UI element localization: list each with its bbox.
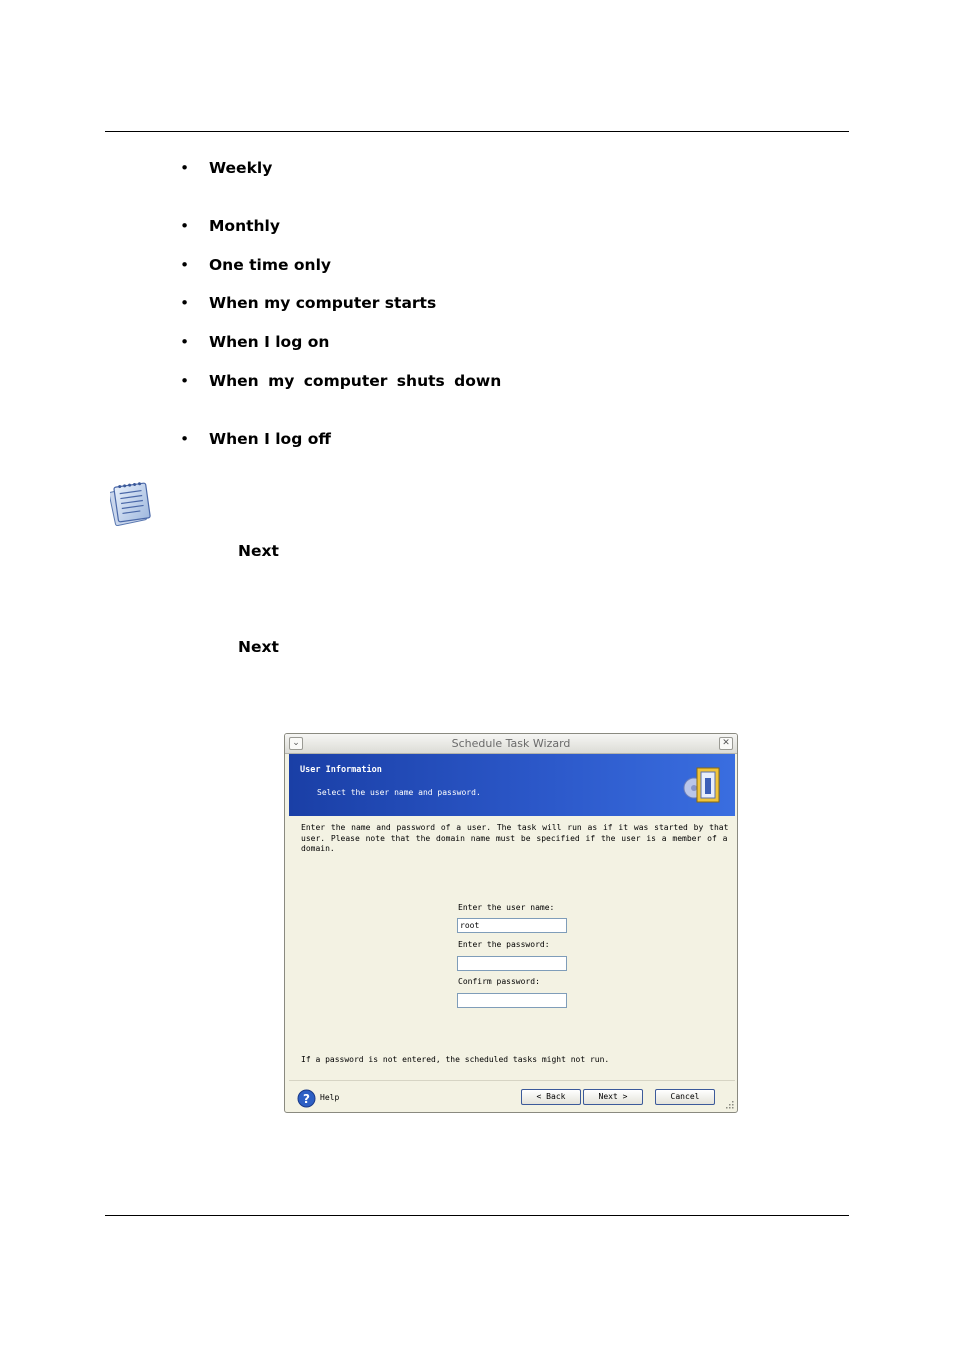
footer-rule	[105, 1215, 849, 1216]
bullet-dot: •	[180, 372, 190, 390]
bullet-dot: •	[180, 333, 190, 351]
username-input[interactable]: root	[457, 918, 567, 933]
resize-grip-icon[interactable]	[725, 1100, 734, 1109]
bullet-label: When my computer shuts down	[209, 372, 502, 390]
bullet-dot: •	[180, 217, 190, 235]
header-title: User Information	[300, 765, 382, 775]
help-icon[interactable]	[297, 1089, 316, 1108]
bullet-dot: •	[180, 159, 190, 177]
help-button[interactable]: Help	[320, 1093, 340, 1102]
bullet-label: When I log off	[209, 430, 331, 448]
bullet-label: Monthly	[209, 217, 280, 235]
next-word: Next	[238, 542, 279, 560]
password-input[interactable]	[457, 956, 567, 971]
footer-divider	[289, 1080, 735, 1081]
confirm-password-input[interactable]	[457, 993, 567, 1008]
confirm-password-label: Confirm password:	[458, 977, 540, 986]
warning-text: If a password is not entered, the scheduled tasks might not run.	[301, 1055, 610, 1064]
schedule-task-wizard-dialog	[284, 733, 738, 1113]
bullet-label: Weekly	[209, 159, 273, 177]
cancel-button[interactable]: Cancel	[655, 1089, 715, 1105]
close-icon: ✕	[722, 738, 730, 748]
bullet-label: When my computer starts	[209, 294, 437, 312]
username-label: Enter the user name:	[458, 903, 555, 912]
dialog-title: Schedule Task Wizard	[451, 737, 571, 750]
dialog-titlebar	[285, 734, 737, 754]
bullet-dot: •	[180, 256, 190, 274]
notepad-icon	[110, 480, 154, 526]
bullet-dot: •	[180, 294, 190, 312]
header-rule	[105, 131, 849, 132]
description-text: Enter the name and password of a user. The task will run as if it was started by that user. Please note that the domain name must be specified if the user is a member of a domain.	[301, 823, 729, 853]
bullet-label: One time only	[209, 256, 332, 274]
header-subtitle: Select the user name and password.	[317, 788, 481, 797]
bullet-label: When I log on	[209, 333, 330, 351]
bullet-dot: •	[180, 430, 190, 448]
close-button[interactable]	[719, 737, 733, 750]
chevron-down-icon: ⌄	[292, 738, 300, 748]
svg-text:?: ?	[303, 1092, 310, 1106]
next-button[interactable]: Next >	[583, 1089, 643, 1105]
wizard-header	[289, 754, 735, 816]
user-door-icon	[683, 764, 723, 806]
next-word: Next	[238, 638, 279, 656]
back-button[interactable]: < Back	[521, 1089, 581, 1105]
password-label: Enter the password:	[458, 940, 550, 949]
